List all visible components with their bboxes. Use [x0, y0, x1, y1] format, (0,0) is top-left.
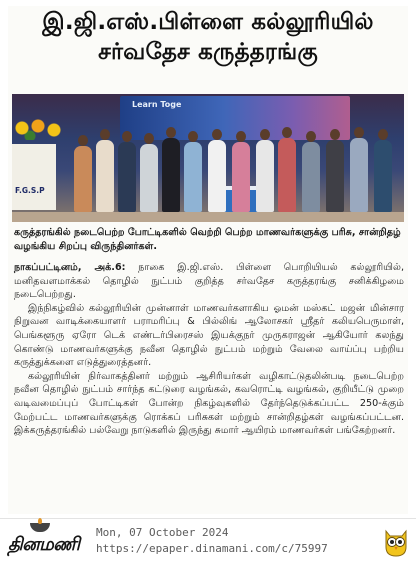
flower-decoration — [12, 118, 68, 140]
college-logo-text: F.G.S.P — [15, 186, 45, 195]
epaper-url[interactable]: https://epaper.dinamani.com/c/75997 — [96, 542, 328, 555]
epaper-footer — [0, 518, 416, 562]
headline-line-1: இ.ஜி.எஸ்.பிள்ளை கல்லூரியில் — [42, 9, 374, 35]
person-figure — [350, 138, 368, 212]
paragraph-2: இந்நிகழ்வில் கல்லூரியின் முன்னாள் மாணவர்களாகிய ஓமன் மஸ்கட் மஜன் மின்சார நிறுவன வாடிக்கையாளர் பராமரிப்பு & பில்லிங் ஆலோசகர் ஸ்ரீதர் கலியபெருமாள், பெங்களூரு ஏரோ டெக் எண்டர்பிரைசஸ் இயக்குநர் முருகராஜன் ஆகியோர் கலந்து கொண்டு மாணவர்களுக்கு நவீன தொழில் நுட்பம் மற்றும் வேலை வாய்ப்பு பற்றிய கருத்துக்களை எடுத்துரைத்தனர். — [14, 302, 404, 369]
edition-meta — [96, 525, 328, 557]
person-figure — [118, 142, 136, 212]
edition-date: Mon, 07 October 2024 — [96, 526, 229, 539]
person-figure — [184, 142, 202, 212]
person-figure — [140, 144, 158, 212]
person-figure — [326, 140, 344, 212]
newspaper-clipping — [8, 6, 408, 514]
event-photo — [12, 94, 404, 222]
paragraph-1-text: நாகை இ.ஜி.எஸ். பிள்ளை பொறியியல் கல்லூரியில், மனிதவளமாக்கல் தொழில் நுட்பம் குறித்த சர்வதேச கருத்தரங்கு சனிக்கிழமை நடைபெற்றது. — [14, 262, 404, 301]
person-figure — [232, 142, 250, 212]
person-figure — [374, 140, 392, 212]
paragraph-1 — [14, 261, 404, 302]
stage-floor — [12, 212, 404, 222]
person-figure — [96, 140, 114, 212]
brand-name: தினமணி — [8, 534, 80, 555]
photo-caption: கருத்தரங்கில் நடைபெற்ற போட்டிகளில் வெற்றி பெற்ற மாணவர்களுக்கு பரிசு, சான்றிதழ் வழங்கிய சிறப்பு விருந்தினர்கள். — [14, 227, 401, 252]
college-podium — [12, 144, 56, 210]
article-headline — [8, 10, 408, 66]
article-body — [14, 261, 404, 438]
person-figure — [162, 138, 180, 212]
person-figure — [208, 140, 226, 212]
banner-text: Learn Toge — [132, 100, 182, 109]
person-figure — [256, 140, 274, 212]
headline-line-2: சர்வதேச கருத்தரங்கு — [98, 38, 318, 65]
owl-icon — [382, 527, 410, 557]
dateline: நாகப்பட்டினம், அக்.6: — [14, 262, 126, 273]
lamp-icon — [30, 523, 50, 532]
person-figure — [302, 142, 320, 212]
person-figure — [74, 146, 92, 212]
paragraph-3: கல்லூரியின் நிர்வாகத்தினர் மற்றும் ஆசிரியர்கள் வழிகாட்டுதலின்படி நடைபெற்ற நவீன தொழில் நுட்பம் சார்ந்த கட்டுரை வழங்கல், கவரொட்டி வழங்கல், குறியீட்டு முறை வடிவமைப்புப் போட்டிகள் போன்ற நிகழ்வுகளில் தேர்ந்தெடுக்கப்பட்ட 250-க்கும் மேற்பட்ட மாணவர்களுக்கு ரொக்கப் பரிசுகள் மற்றும் சான்றிதழ்கள் வழங்கப்பட்டன. இக்கருத்தரங்கில் பல்வேறு நாடுகளில் இருந்து சுமார் ஆயிரம் மாணவர்கள் பங்கேற்றனர். — [14, 370, 404, 437]
dinamani-logo[interactable] — [8, 523, 82, 557]
person-figure — [278, 138, 296, 212]
